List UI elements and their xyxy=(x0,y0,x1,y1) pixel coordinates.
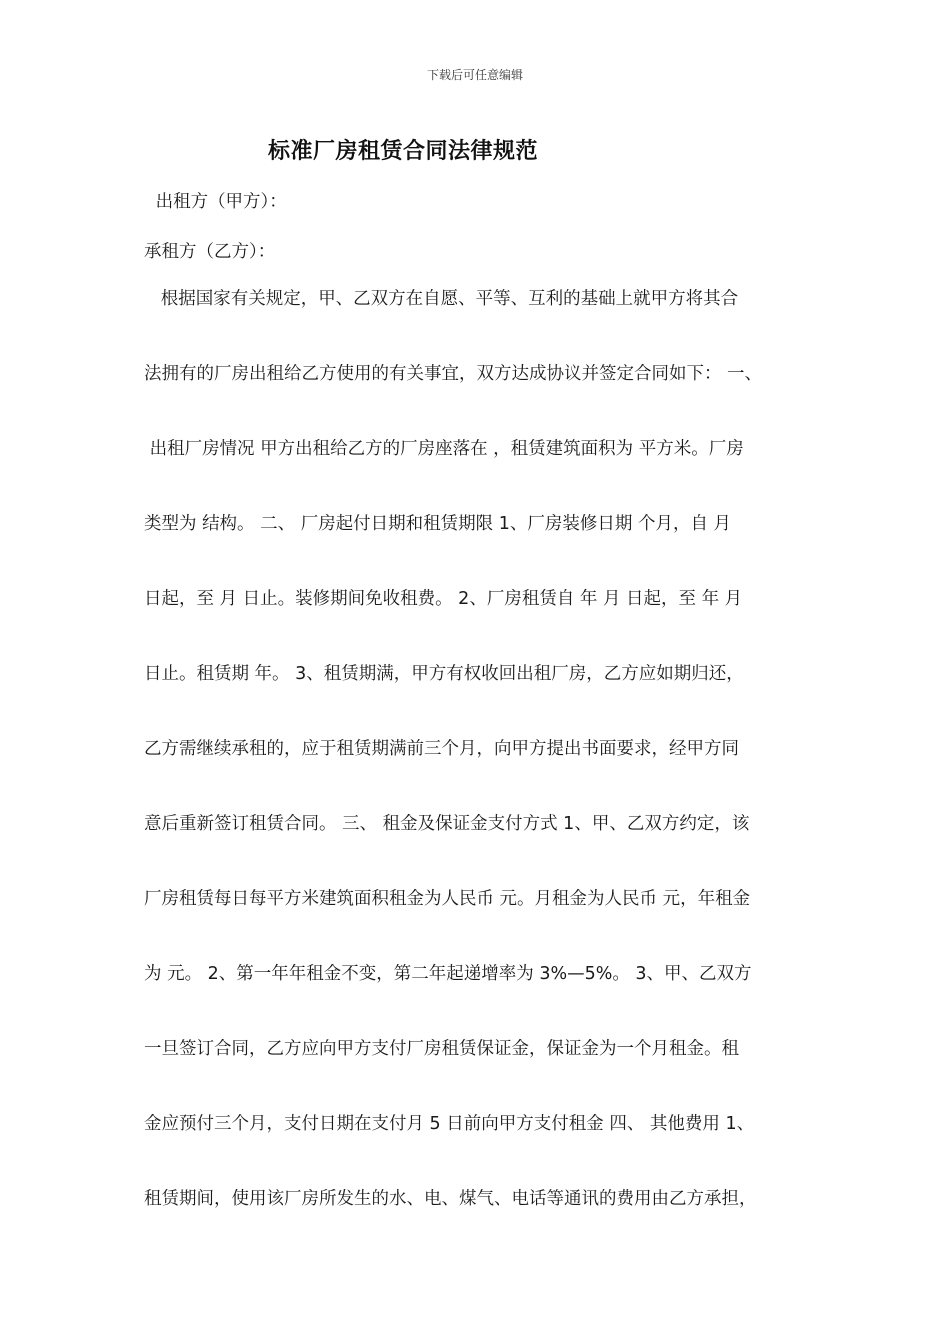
contract-body xyxy=(144,284,824,1259)
body-line: 类型为 结构。 二、 厂房起付日期和租赁期限 1、厂房装修日期 个月，自 月 xyxy=(144,514,732,534)
body-line: 法拥有的厂房出租给乙方使用的有关事宜，双方达成协议并签定合同如下： 一、 xyxy=(144,364,763,384)
body-line: 出租厂房情况 甲方出租给乙方的厂房座落在 ，租赁建筑面积为 平方米。厂房 xyxy=(144,439,744,459)
body-line: 租赁期间，使用该厂房所发生的水、电、煤气、电话等通讯的费用由乙方承担， xyxy=(144,1189,757,1209)
body-line: 为 元。 2、第一年年租金不变，第二年起递增率为 3%—5%。 3、甲、乙双方 xyxy=(144,964,752,984)
body-line: 金应预付三个月，支付日期在支付月 5 日前向甲方支付租金 四、 其他费用 1、 xyxy=(144,1114,755,1134)
body-line: 厂房租赁每日每平方米建筑面积租金为人民币 元。月租金为人民币 元，年租金 xyxy=(144,889,751,909)
lessor-label: 出租方（甲方）： xyxy=(150,192,287,212)
body-line: 日止。租赁期 年。 3、租赁期满，甲方有权收回出租厂房，乙方应如期归还， xyxy=(144,664,744,684)
body-line: 根据国家有关规定，甲、乙双方在自愿、平等、互利的基础上就甲方将其合 xyxy=(144,289,739,309)
body-line: 乙方需继续承租的，应于租赁期满前三个月，向甲方提出书面要求，经甲方同 xyxy=(144,739,739,759)
header-note: 下载后可任意编辑 xyxy=(426,68,523,82)
lessee-label: 承租方（乙方）： xyxy=(144,242,276,262)
body-line: 意后重新签订租赁合同。 三、 租金及保证金支付方式 1、甲、乙双方约定，该 xyxy=(144,814,750,834)
body-line: 日起，至 月 日止。装修期间免收租费。 2、厂房租赁自 年 月 日起，至 年 月 xyxy=(144,589,743,609)
document-title: 标准厂房租赁合同法律规范 xyxy=(268,139,539,164)
body-line: 一旦签订合同，乙方应向甲方支付厂房租赁保证金，保证金为一个月租金。租 xyxy=(144,1039,739,1059)
